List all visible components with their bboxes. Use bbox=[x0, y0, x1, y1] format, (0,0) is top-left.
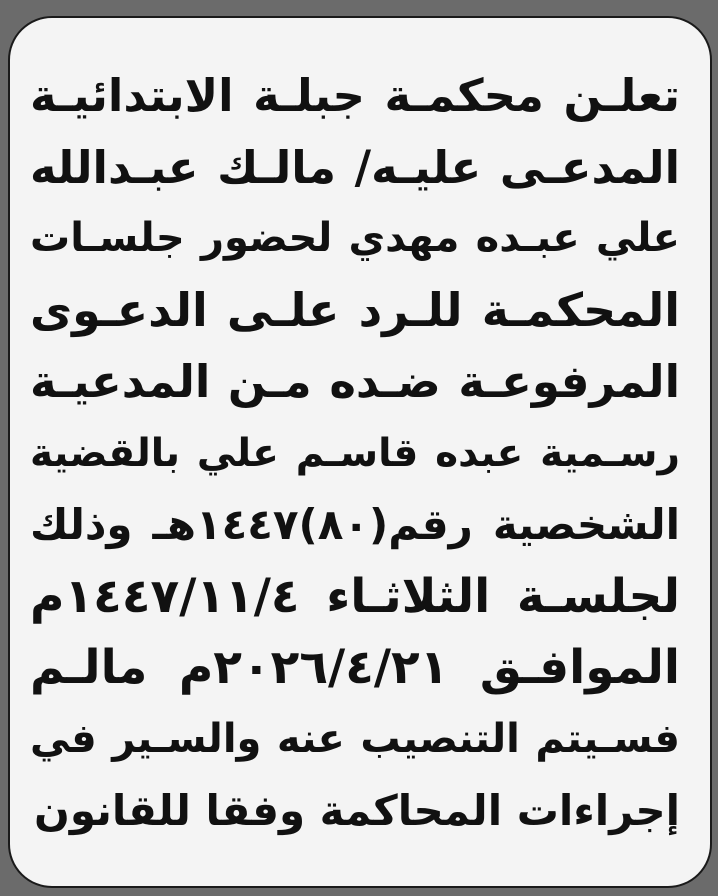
notice-line-3: علي عبـده مهدي لحضور جلسـات bbox=[30, 215, 680, 261]
notice-line-7: الشخصية رقم(٨٠)١٤٤٧هـ وذلك bbox=[30, 500, 680, 549]
notice-line-11: إجراءات المحاكمة وفقا للقانون bbox=[33, 786, 680, 835]
notice-line-4: المحكمـة للـرد علـى الدعـوى bbox=[30, 282, 680, 337]
court-notice bbox=[30, 60, 680, 847]
notice-line-6: رسـمية عبده قاسـم علي بالقضية bbox=[30, 430, 680, 476]
notice-line-8: لجلسـة الثلاثـاء ١٤٤٧/١١/٤م bbox=[30, 568, 680, 624]
notice-line-10: فسـيتم التنصيب عنه والسـير في bbox=[30, 715, 680, 762]
notice-line-9: الموافـق ٢٠٢٦/٤/٢١م مالـم bbox=[30, 640, 680, 695]
notice-line-1: تعلـن محكمـة جبلـة الابتدائيـة bbox=[30, 69, 680, 122]
notice-line-5: المرفوعـة ضـده مـن المدعيـة bbox=[30, 355, 680, 408]
notice-line-2: المدعـى عليـه/ مالـك عبـدالله bbox=[30, 140, 680, 194]
